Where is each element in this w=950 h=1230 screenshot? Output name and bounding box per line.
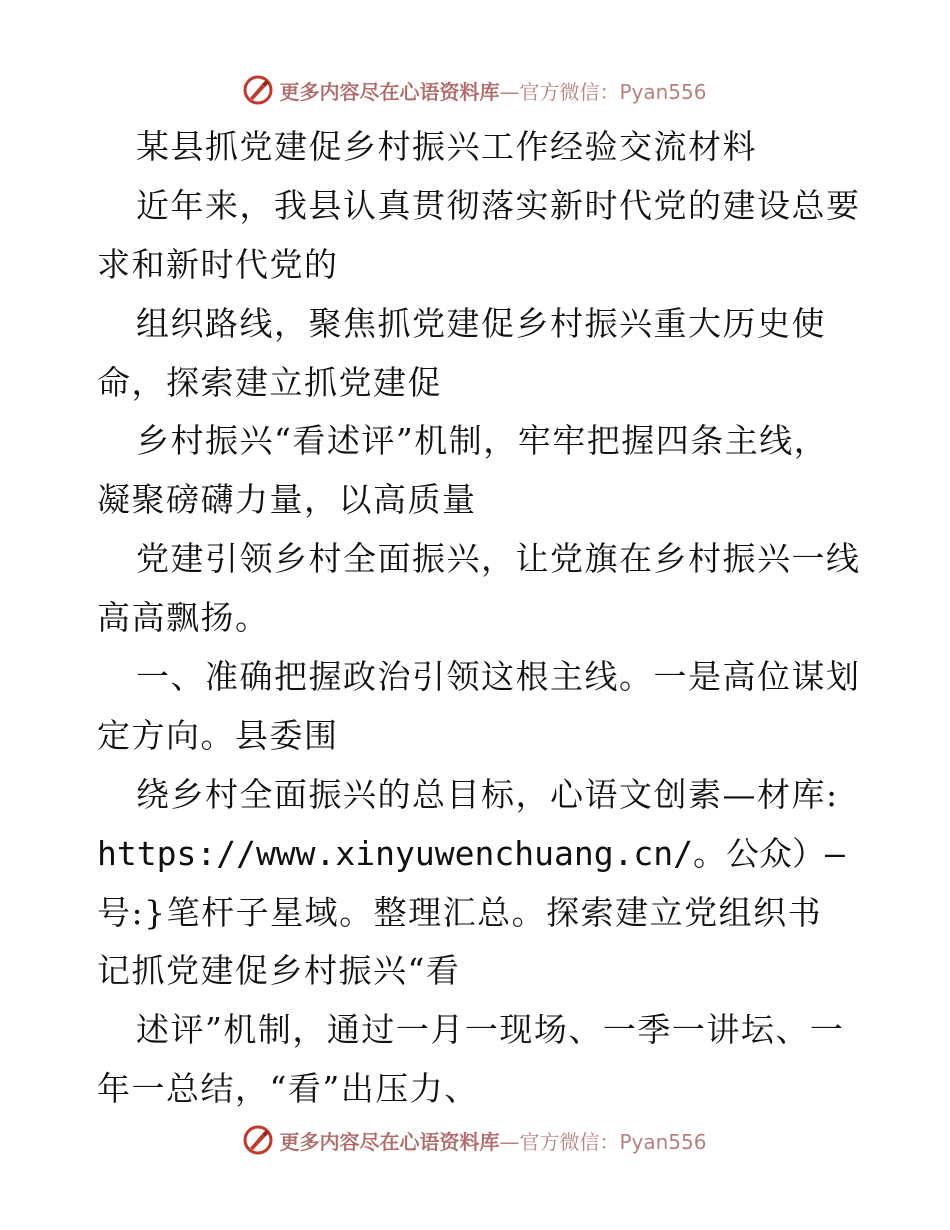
document-title: 某县抓党建促乡村振兴工作经验交流材料 — [136, 127, 757, 166]
footer-watermark-banner — [0, 1122, 950, 1158]
banner-main-text: 更多内容尽在心语资料库 — [279, 1129, 500, 1154]
document-line: 一、准确把握政治引领这根主线。一是高位谋划 — [136, 657, 861, 697]
banner-suffix-text: —官方微信：Pyan556 — [499, 79, 707, 104]
document-line: 组织路线，聚焦抓党建促乡村振兴重大历史使 — [136, 303, 826, 343]
document-body — [97, 118, 861, 1119]
document-line: 近年来，我县认真贯彻落实新时代党的建设总要 — [136, 185, 861, 225]
document-line: 求和新时代党的 — [97, 244, 339, 284]
header-watermark-banner — [0, 72, 950, 108]
document-line: 党建引领乡村全面振兴，让党旗在乡村振兴一线 — [136, 539, 861, 579]
pen-circle-logo-icon — [243, 75, 273, 105]
document-line: 号:}笔杆子星域。整理汇总。探索建立党组织书 — [97, 892, 823, 932]
document-line: 命，探索建立抓党建促 — [97, 362, 442, 402]
banner-suffix-text: —官方微信：Pyan556 — [499, 1129, 707, 1154]
banner-main-text: 更多内容尽在心语资料库 — [279, 79, 500, 104]
document-line: https://www.xinyuwenchuang.cn/。公众）— — [97, 833, 845, 873]
banner-text — [279, 76, 706, 105]
document-line: 定方向。县委围 — [97, 715, 339, 755]
document-line: 高高飘扬。 — [97, 598, 270, 638]
document-line: 绕乡村全面振兴的总目标，心语文创素—材库: — [136, 774, 839, 814]
document-line: 年一总结，“看”出压力、 — [97, 1069, 479, 1109]
document-line: 乡村振兴“看述评”机制，牢牢把握四条主线， — [136, 421, 829, 461]
document-line: 凝聚磅礴力量，以高质量 — [97, 480, 477, 520]
pen-circle-logo-icon — [243, 1125, 273, 1155]
document-line: 记抓党建促乡村振兴“看 — [97, 951, 461, 991]
banner-text — [279, 1126, 706, 1155]
document-line: 述评”机制，通过一月一现场、一季一讲坛、一 — [136, 1010, 845, 1050]
